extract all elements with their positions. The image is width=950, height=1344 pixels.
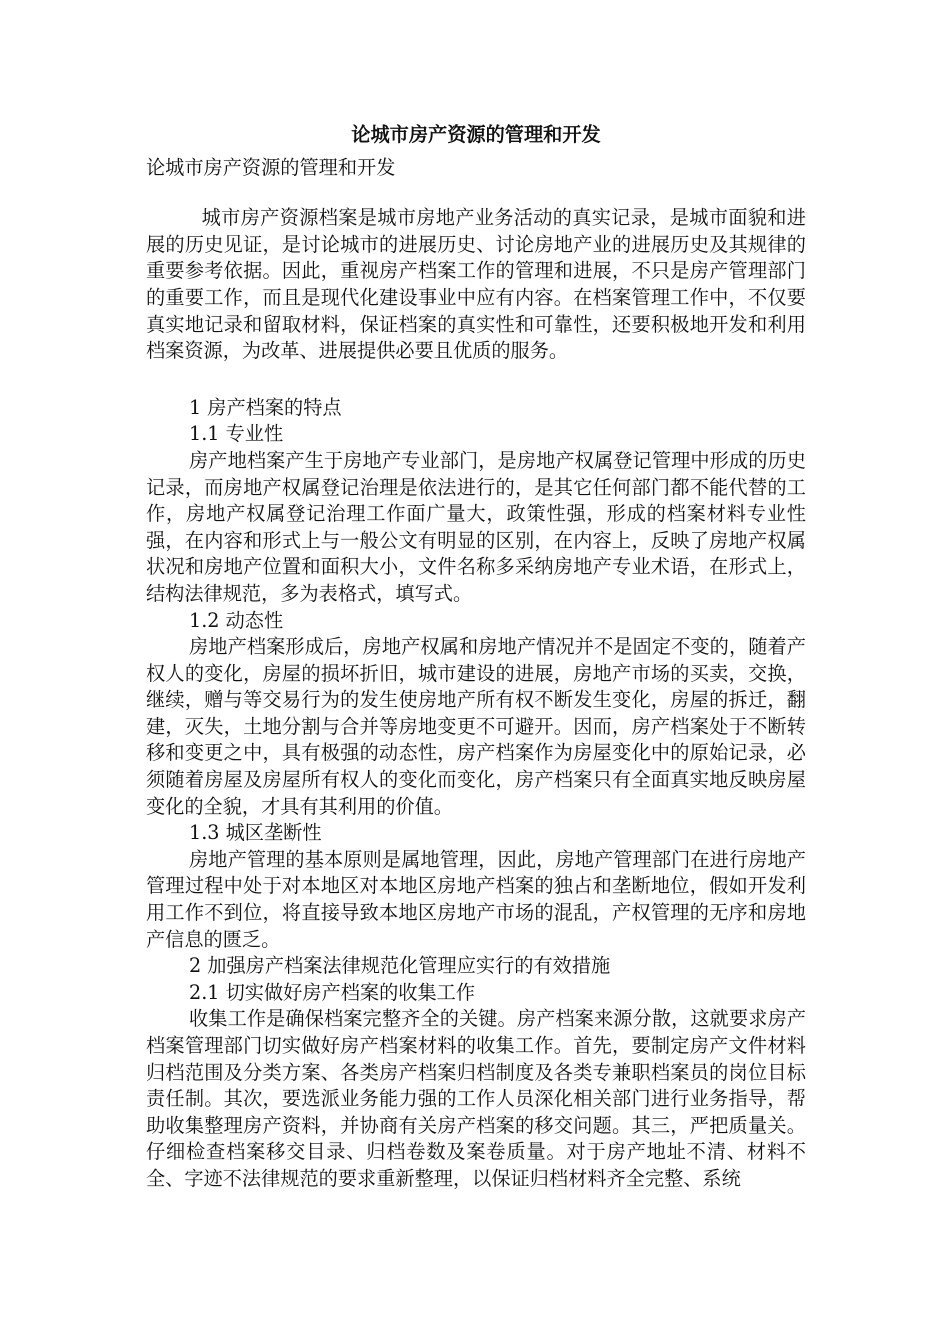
paragraph-1-1: 房产地档案产生于房地产专业部门，是房地产权属登记管理中形成的历史记录，而房地产权属登记治理是依法进行的，是其它任何部门都不能代替的工作，房地产权属登记治理工作面广量大，政策性强，形成的档案材料专业性强，在内容和形式上与一般公文有明显的区别，在内容上，反映了房地产权属状况和房地产位置和面积大小，文件名称多采纳房地产专业术语，在形式上，结构法律规范，多为表格式，填写式。 (146, 448, 806, 605)
document-title: 论城市房产资源的管理和开发 (351, 123, 601, 146)
section-heading-1: 1 房产档案的特点 (189, 395, 342, 419)
intro-paragraph: 城市房产资源档案是城市房地产业务活动的真实记录，是城市面貌和进展的历史见证，是讨论城市的进展历史、讨论房地产业的进展历史及其规律的重要参考依据。因此，重视房产档案工作的管理和进展，不只是房产管理部门的重要工作，而且是现代化建设事业中应有内容。在档案管理工作中，不仅要真实地记录和留取材料，保证档案的真实性和可靠性，还要积极地开发和利用档案资源，为改革、进展提供必要且优质的服务。 (146, 206, 806, 363)
section-heading-2: 2 加强房产档案法律规范化管理应实行的有效措施 (189, 954, 611, 978)
document-body (146, 122, 806, 1193)
section-heading-1-1: 1.1 专业性 (189, 422, 284, 446)
section-heading-1-3: 1.3 城区垄断性 (189, 821, 322, 845)
document-subtitle: 论城市房产资源的管理和开发 (146, 155, 396, 179)
paragraph-1-2: 房地产档案形成后，房地产权属和房地产情况并不是固定不变的，随着产权人的变化，房屋的损坏折旧，城市建设的进展，房地产市场的买卖，交换，继续，赠与等交易行为的发生使房地产所有权不断发生变化，房屋的拆迁，翻建，灭失，土地分割与合并等房地变更不可避开。因而，房产档案处于不断转移和变更之中，具有极强的动态性，房产档案作为房屋变化中的原始记录，必须随着房屋及房屋所有权人的变化而变化，房产档案只有全面真实地反映房屋变化的全貌，才具有其利用的价值。 (146, 635, 806, 818)
section-heading-2-1: 2.1 切实做好房产档案的收集工作 (189, 980, 476, 1004)
paragraph-1-3: 房地产管理的基本原则是属地管理，因此，房地产管理部门在进行房地产管理过程中处于对本地区对本地区房地产档案的独占和垄断地位，假如开发利用工作不到位，将直接导致本地区房地产市场的混乱，产权管理的无序和房地产信息的匮乏。 (146, 847, 806, 951)
paragraph-2-1: 收集工作是确保档案完整齐全的关键。房产档案来源分散，这就要求房产档案管理部门切实做好房产档案材料的收集工作。首先，要制定房产文件材料归档范围及分类方案、各类房产档案归档制度及各类专兼职档案员的岗位目标责任制。其次，要选派业务能力强的工作人员深化相关部门进行业务指导，帮助收集整理房产资料，并协商有关房产档案的移交问题。其三，严把质量关。仔细检查档案移交目录、归档卷数及案卷质量。对于房产地址不清、材料不全、字迹不法律规范的要求重新整理，以保证归档材料齐全完整、系统 (146, 1007, 806, 1190)
section-heading-1-2: 1.2 动态性 (189, 608, 284, 632)
